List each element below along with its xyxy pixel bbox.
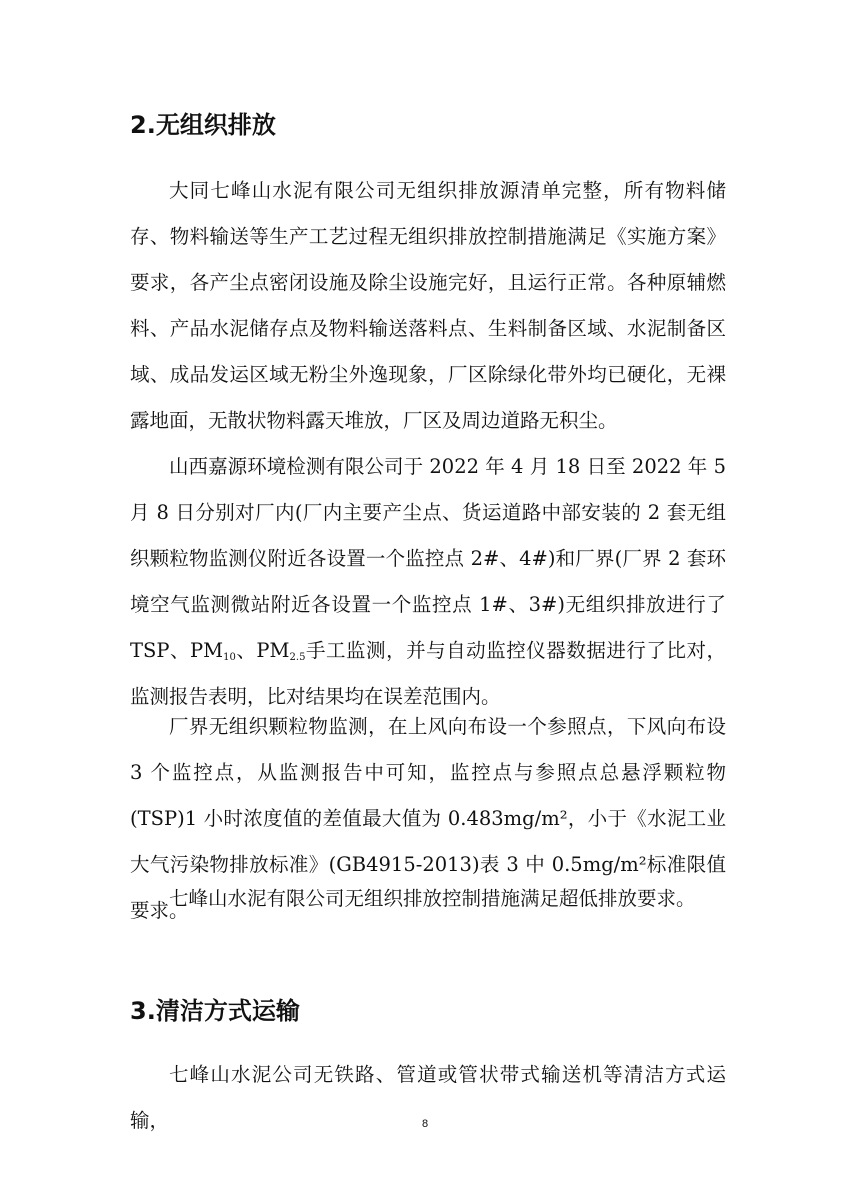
paragraph-monitoring-report	[130, 444, 726, 720]
page-number: 8	[421, 1118, 429, 1130]
section-heading-unorganized-emissions: 2.无组织排放	[130, 111, 276, 139]
section-heading-clean-transport: 3.清洁方式运输	[130, 997, 300, 1025]
monitoring-text-part2: 、PM	[235, 639, 290, 662]
pm10-subscript: 10	[223, 652, 236, 663]
paragraph-boundary-monitoring: 厂界无组织颗粒物监测，在上风向布设一个参照点，下风向布设 3 个监控点，从监测报告中可知，监控点与参照点总悬浮颗粒物(TSP)1 小时浓度值的差值最大值为 0.483mg/m²，小于《水泥工业大气污染物排放标准》(GB4915-2013)表 3 中 0.5mg/m²标准限值要求。	[130, 715, 726, 922]
paragraph-emission-source-overview: 大同七峰山水泥有限公司无组织排放源清单完整，所有物料储存、物料输送等生产工艺过程无组织排放控制措施满足《实施方案》要求，各产尘点密闭设施及除尘设施完好，且运行正常。各种原辅燃料、产品水泥储存点及物料输送落料点、生料制备区域、水泥制备区域、成品发运区域无粉尘外逸现象，厂区除绿化带外均已硬化，无裸露地面，无散状物料露天堆放，厂区及周边道路无积尘。	[130, 179, 726, 432]
monitoring-text-part3: 手工监测，并与自动监控仪器数据进行了比对，监测报告表明，比对结果均在误差范围内。	[130, 639, 727, 708]
paragraph-compliance-conclusion: 七峰山水泥有限公司无组织排放控制措施满足超低排放要求。	[169, 887, 696, 910]
monitoring-text-part1: 山西嘉源环境检测有限公司于 2022 年 4 月 18 日至 2022 年 5 月 8 日分别对厂内(厂内主要产尘点、货运道路中部安装的 2 套无组织颗粒物监测仪附近各设置一个监控点 2#、4#)和厂界(厂界 2 套环境空气监测微站附近各设置一个监控点 1#、3#)无组织排放进行了 TSP、PM	[130, 455, 726, 662]
paragraph-clean-transport: 七峰山水泥公司无铁路、管道或管状带式输送机等清洁方式运输，	[130, 1063, 726, 1132]
pm25-subscript: 2.5	[289, 652, 306, 663]
